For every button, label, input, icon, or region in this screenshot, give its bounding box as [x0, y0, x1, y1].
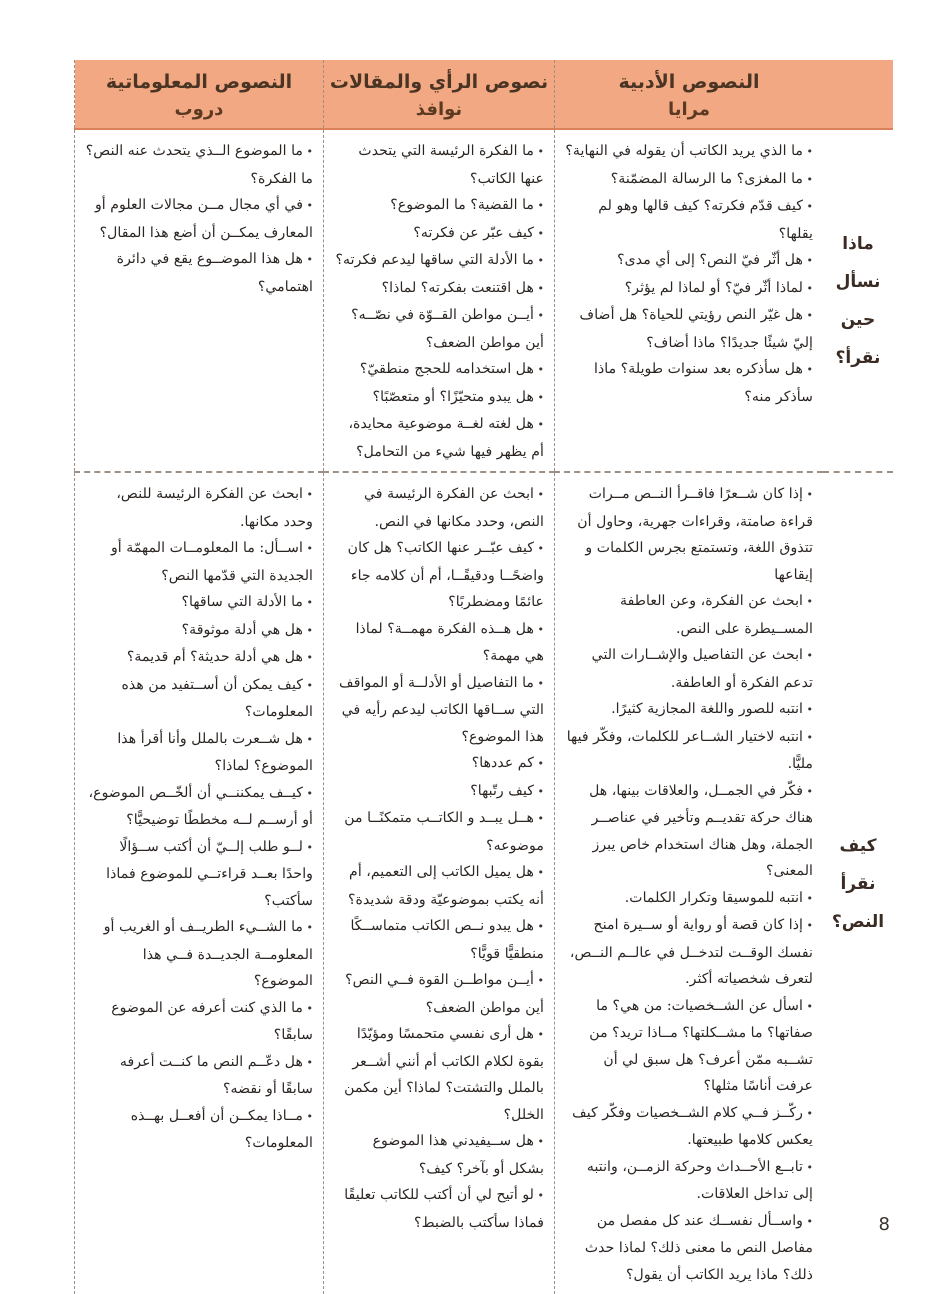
list-item: • لــو طلب إلــيّ أن أكتب ســؤالًا واحدًا بعــد قراءتــي للموضوع فماذا سأكتب؟ — [85, 834, 313, 915]
row1-question-line: حين — [840, 309, 876, 330]
row1-opinion-cell — [324, 129, 555, 472]
list-item: • كيف قدّم فكرته؟ كيف قالها وهو لم يقلها؟ — [565, 193, 813, 247]
header-informational-title: النصوص المعلوماتية — [105, 71, 293, 93]
list-item: • هل يبدو نــص الكاتب متماســكًا منطقيًّا قويًّا؟ — [334, 913, 544, 967]
list-item: • أيــن مواطن القــوّة في نصّــه؟ أين مواطن الضعف؟ — [334, 302, 544, 356]
list-item: • ما الأدلة التي ساقها ليدعم فكرته؟ — [334, 247, 544, 275]
list-item: • في أي مجال مــن مجالات العلوم أو المعارف يمكــن أن أضع هذا المقال؟ — [85, 192, 313, 246]
header-row — [75, 60, 894, 129]
row2-question-line: كيف — [839, 835, 877, 856]
header-informational — [75, 60, 324, 129]
list-item: • كيف عبّر عن فكرته؟ — [334, 220, 544, 248]
header-empty-cell — [823, 60, 893, 129]
row1-question-line: نقرأ؟ — [835, 347, 881, 368]
list-item: • هل استخدامه للحجج منطقيّ؟ — [334, 356, 544, 384]
list-item: • ما المغزى؟ ما الرسالة المضمّنة؟ — [565, 166, 813, 194]
list-item: • هــل يبــد و الكاتــب متمكنًــا من موضوعه؟ — [334, 805, 544, 859]
list-item: • إذا كان قصة أو رواية أو ســيرة امنح نفسك الوقــت لتدخــل في عالــم النــص، لتعرف شخصياته أكثر. — [565, 912, 813, 993]
list-item: • ابحث عن التفاصيل والإشــارات التي تدعم الفكرة أو العاطفة. — [565, 642, 813, 696]
list-item: • انتبه للموسيقا وتكرار الكلمات. — [565, 885, 813, 913]
list-item: • ما الذي يريد الكاتب أن يقوله في النهاية؟ — [565, 138, 813, 166]
list-item: • ما القضية؟ ما الموضوع؟ — [334, 192, 544, 220]
header-opinion — [324, 60, 555, 129]
list-item: • هل سأذكره بعد سنوات طويلة؟ ماذا سأذكر منه؟ — [565, 356, 813, 410]
list-item: • هل هي أدلة حديثة؟ أم قديمة؟ — [85, 644, 313, 672]
list-item: • هل غيّر النص رؤيتي للحياة؟ هل أضاف إليّ شيئًا جديدًا؟ ماذا أضاف؟ — [565, 302, 813, 356]
header-literary-title: النصوص الأدبية — [618, 71, 760, 93]
list-item: • هل أرى نفسي متحمسًا ومؤيّدًا بقوة لكلام الكاتب أم أنني أشــعر بالملل والتشتت؟ لماذا؟ أين مكمن الخلل؟ — [334, 1021, 544, 1128]
row2-question-line: نقرأ — [840, 873, 876, 894]
list-item: • هل دعّــم النص ما كنــت أعرفه سابقًا أو نقضه؟ — [85, 1049, 313, 1103]
list-item: • انتبه للصور واللغة المجازية كثيرًا. — [565, 696, 813, 724]
list-item: • لماذا أثّر فيّ؟ أو لماذا لم يؤثر؟ — [565, 275, 813, 303]
list-item: • ما التفاصيل أو الأدلــة أو المواقف التي ســاقها الكاتب ليدعم رأيه في هذا الموضوع؟ — [334, 670, 544, 751]
header-informational-subtitle: دروب — [174, 99, 224, 120]
list-item: • كيف عبّــر عنها الكاتب؟ هل كان واضحًــا ودقيقًــا، أم أن كلامه جاء عائمًا ومضطربًا؟ — [334, 535, 544, 616]
row2-literary-cell — [555, 472, 824, 1294]
row2-question-line: النص؟ — [831, 911, 885, 932]
row1-literary-cell — [555, 129, 824, 472]
row1-question-line: نسأل — [835, 271, 881, 292]
page-number: 8 — [878, 1214, 890, 1235]
header-literary-subtitle: مرايا — [667, 99, 711, 120]
list-item: • هل هذا الموضــوع يقع في دائرة اهتمامي؟ — [85, 246, 313, 300]
list-item: • ما الأدلة التي ساقها؟ — [85, 589, 313, 617]
row2-question — [823, 472, 893, 1294]
header-literary — [555, 60, 824, 129]
list-item: • هل أثّر فيّ النص؟ إلى أي مدى؟ — [565, 247, 813, 275]
list-item: • اســأل: ما المعلومــات المهمّة أو الجديدة التي قدّمها النص؟ — [85, 535, 313, 589]
list-item: • ابحث عن الفكرة الرئيسة في النص، وحدد مكانها في النص. — [334, 481, 544, 535]
list-item: • هل هي أدلة موثوقة؟ — [85, 617, 313, 645]
list-item: • ركّــز فــي كلام الشــخصيات وفكّر كيف يعكس كلامها طبيعتها. — [565, 1100, 813, 1154]
list-item: • هل يميل الكاتب إلى التعميم، أم أنه يكتب بموضوعيّة ودقة شديدة؟ — [334, 859, 544, 913]
list-item: • أيــن مواطــن القوة فــي النص؟ أين مواطن الضعف؟ — [334, 967, 544, 1021]
list-item: • كيف رتّبها؟ — [334, 778, 544, 806]
list-item: • تابــع الأحــداث وحركة الزمــن، وانتبه إلى تداخل العلاقات. — [565, 1154, 813, 1208]
list-item: • هل لغته لغــة موضوعية محايدة، أم يظهر فيها شيء من التحامل؟ — [334, 411, 544, 465]
row2-informational-cell — [75, 472, 324, 1294]
list-item: • هل اقتنعت بفكرته؟ لماذا؟ — [334, 275, 544, 303]
row1-informational-cell — [75, 129, 324, 472]
list-item: • ما الذي كنت أعرفه عن الموضوع سابقًا؟ — [85, 995, 313, 1049]
header-opinion-title: نصوص الرأي والمقالات — [329, 71, 549, 93]
header-opinion-subtitle: نوافذ — [415, 99, 463, 120]
reading-guide-table — [74, 60, 893, 1294]
list-item: • هل يبدو متحيّزًا؟ أو متعصّبًا؟ — [334, 384, 544, 412]
list-item: • اسأل عن الشــخصيات: من هي؟ ما صفاتها؟ ما مشــكلتها؟ مــاذا تريد؟ من تشــبه ممّن أعرف؟ هل سبق لي أن عرفت أناسًا مثلها؟ — [565, 993, 813, 1100]
list-item: • إذا كان شــعرًا فاقــرأ النــص مــرات قراءة صامتة، وقراءات جهرية، وحاول أن تتذوق اللغة، وتستمتع بجرس الكلمات و إيقاعها — [565, 481, 813, 588]
list-item: • ما الشــيء الطريــف أو الغريب أو المعلومــة الجديــدة فــي هذا الموضوع؟ — [85, 914, 313, 995]
list-item: • كم عددها؟ — [334, 750, 544, 778]
list-item: • واســأل نفســك عند كل مفصل من مفاصل النص ما معنى ذلك؟ لماذا حدث ذلك؟ ماذا يريد الكاتب أن يقول؟ — [565, 1208, 813, 1289]
row-how-to-read — [75, 472, 894, 1294]
list-item: • مــاذا يمكــن أن أفعــل بهــذه المعلومات؟ — [85, 1103, 313, 1157]
list-item: • ابحث عن الفكرة، وعن العاطفة المســيطرة على النص. — [565, 588, 813, 642]
list-item: • فكّر في الجمــل، والعلاقات بينها، هل هناك حركة تقديــم وتأخير في عناصــر الجملة، وهل هناك استخدام خاص يبرز المعنى؟ — [565, 778, 813, 885]
row-what-to-ask — [75, 129, 894, 472]
list-item: • انتبه لاختيار الشــاعر للكلمات، وفكّر فيها مليًّا. — [565, 724, 813, 778]
list-item: • هل هــذه الفكرة مهمــة؟ لماذا هي مهمة؟ — [334, 616, 544, 670]
list-item: • ابحث عن الفكرة الرئيسة للنص، وحدد مكانها. — [85, 481, 313, 535]
list-item: • هل شــعرت بالملل وأنا أقرأ هذا الموضوع؟ لماذا؟ — [85, 726, 313, 780]
list-item: • كيف يمكن أن أســتفيد من هذه المعلومات؟ — [85, 672, 313, 726]
row1-question — [823, 129, 893, 472]
list-item: • كيــف يمكننــي أن ألخّــص الموضوع، أو أرســم لــه مخططًا توضيحيًّا؟ — [85, 780, 313, 834]
list-item: • لو أتيح لي أن أكتب للكاتب تعليقًا فماذا سأكتب بالضبط؟ — [334, 1182, 544, 1236]
list-item: • ما الفكرة الرئيسة التي يتحدث عنها الكاتب؟ — [334, 138, 544, 192]
row1-question-line: ماذا — [842, 233, 874, 254]
list-item: • هل ســيفيدني هذا الموضوع بشكل أو بآخر؟ كيف؟ — [334, 1128, 544, 1182]
list-item: • ما الموضوع الــذي يتحدث عنه النص؟ ما الفكرة؟ — [85, 138, 313, 192]
row2-opinion-cell — [324, 472, 555, 1294]
